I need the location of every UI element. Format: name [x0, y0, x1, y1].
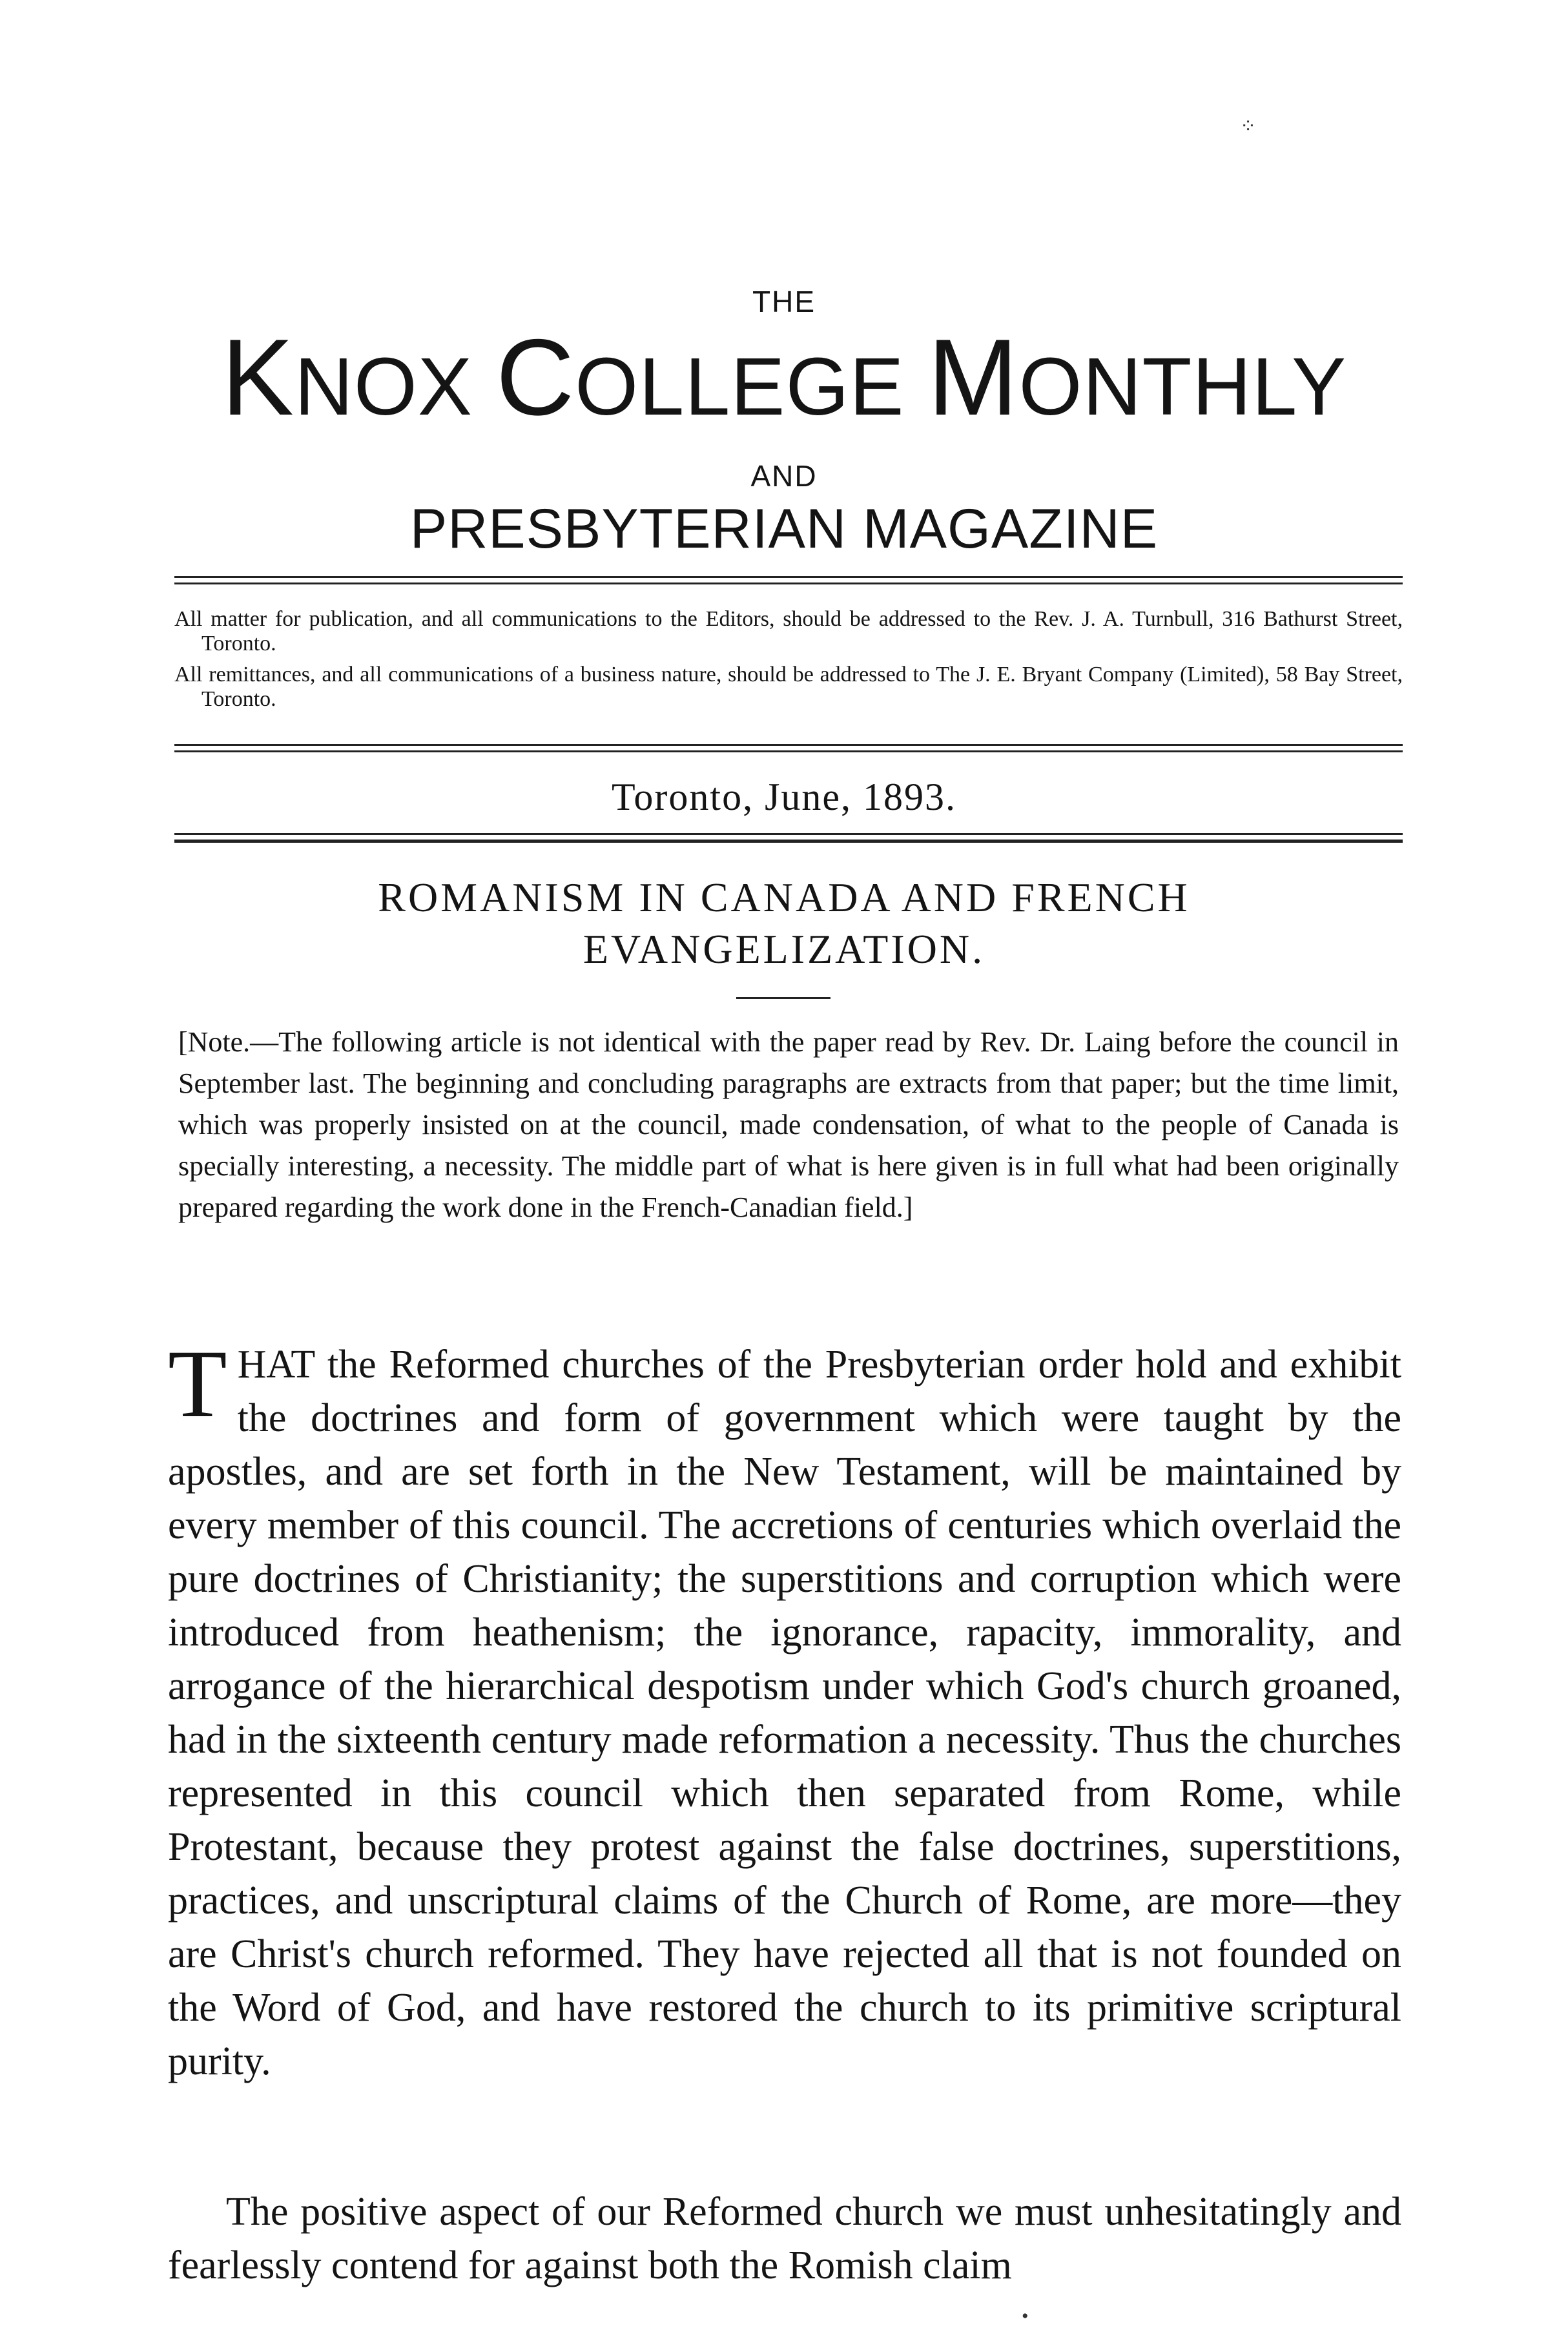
article-title: [0, 872, 1568, 975]
paragraph-1-text: HAT the Reformed churches of the Presbyterian order hold and exhibit the doctrines and form of government which were taught by the apostles, and are set forth in the New Testament, will be maintained by every member of this council. The accretions of centuries which overlaid the pure doctrines of Christianity; the superstitions and corruption which were introduced from heathenism; the ignorance, rapacity, immorality, and arrogance of the hierarchical despotism under which God's church groaned, had in the sixteenth century made reformation a necessity. Thus the churches represented in this council which then separated from Rome, while Protestant, because they protest against the false doctrines, superstitions, practices, and unscriptural claims of the Church of Rome, are more—they are Christ's church reformed. They have rejected all that is not founded on the Word of God, and have restored the church to its primitive scriptural purity.: [168, 1343, 1401, 2083]
title-cap-3: M: [927, 316, 1019, 438]
dateline: Toronto, June, 1893.: [611, 776, 957, 818]
title-divider: [736, 997, 830, 999]
paragraph-1: [168, 1330, 1401, 2088]
masthead-the: THE: [752, 285, 816, 318]
editorial-notice: [174, 607, 1403, 712]
rule-top-2: [174, 582, 1403, 584]
title-rest-2: OLLEGE: [575, 341, 928, 432]
paragraph-2: The positive aspect of our Reformed church we must unhesitatingly and fearlessly contend for against both the Romish claim: [168, 2190, 1401, 2287]
drop-cap: T: [168, 1330, 227, 1438]
title-rest-3: ONTHLY: [1018, 341, 1347, 432]
page-speck: ⁘: [1240, 116, 1257, 137]
article-title-line-1: ROMANISM IN CANADA AND FRENCH: [378, 874, 1190, 920]
editor-note: [Note.—The following article is not identical with the paper read by Rev. Dr. Laing before the council in September last. The beginning and concluding paragraphs are extracts from that paper; but the time limit, which was properly insisted on at the council, made condensation, of what to the people of Canada is specially interesting, a necessity. The middle part of what is here given is in full what had been originally prepared regarding the work done in the French-Canadian field.]: [178, 1026, 1399, 1223]
notice-editors: All matter for publication, and all communications to the Editors, should be addressed to the Rev. J. A. Turnbull, 316 Bathurst Street, Toronto.: [174, 607, 1403, 655]
rule-mid-2: [174, 750, 1403, 752]
rule-mid-1: [174, 744, 1403, 746]
rule-top-1: [174, 576, 1403, 578]
notice-remittances: All remittances, and all communications of a business nature, should be addressed to The J. E. Bryant Company (Limited), 58 Bay Street, Toronto.: [174, 663, 1403, 711]
masthead-title: [0, 316, 1568, 438]
title-cap-2: C: [495, 316, 575, 438]
title-rest-1: NOX: [294, 341, 496, 432]
rule-low-1: [174, 833, 1403, 835]
page-speck-bottom: •: [1022, 2305, 1029, 2327]
article-title-line-2: EVANGELIZATION.: [583, 926, 985, 972]
masthead-and: AND: [750, 459, 818, 493]
rule-low-2: [174, 840, 1403, 843]
title-cap-1: K: [221, 316, 294, 438]
masthead-subtitle: PRESBYTERIAN MAGAZINE: [409, 498, 1159, 560]
